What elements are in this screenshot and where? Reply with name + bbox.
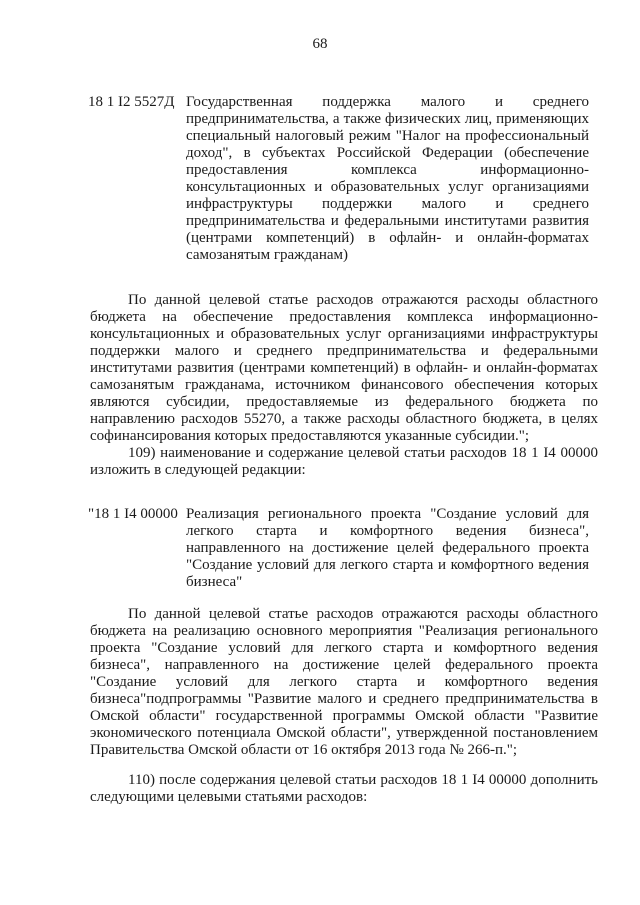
paragraph-text: По данной целевой статье расходов отражаются расходы областного бюджета на реализацию основного мероприятия "Реализация регионального проекта "Создание условий для легкого старта и комфортного ведения бизнеса", направленного на достижение целей федерального проекта "Создание условий для легкого старта и комфортного ведения бизнеса"подпрограммы "Развитие малого и среднего предпринимательства в Омской области" государственной программы Омской области "Развитие экономического потенциала Омской области", утвержденной постановлением Правительства Омской области от 16 октября 2013 года № 266-п."; <box>90 606 598 758</box>
paragraph-text: 110) после содержания целевой статьи расходов 18 1 I4 00000 дополнить следующими целевыми статьями расходов: <box>90 772 598 805</box>
paragraph-text: 109) наименование и содержание целевой статьи расходов 18 1 I4 00000 изложить в следующей редакции: <box>90 445 598 478</box>
paragraph-text: По данной целевой статье расходов отражаются расходы областного бюджета на обеспечение предоставления комплекса информационно-консультационных и образовательных услуг организациями инфраструктуры поддержки малого и среднего предпринимательства и федеральными институтами развития (центрами компетенций) в офлайн- и онлайн-форматах самозанятым гражданама, источником финансового обеспечения которых являются субсидии, предоставляемые из федерального бюджета по направлению расходов 55270, а также расходы областного бюджета, в целях софинансирования которых предоставляются указанные субсидии."; <box>90 292 598 444</box>
entry-description: Государственная поддержка малого и среднего предпринимательства, а также физических лиц, применяющих специальный налоговый режим "Налог на профессиональный доход", в субъектах Российской Федерации (обеспечение предоставления комплекса информационно-консультационных и образовательных услуг организациями инфраструктуры поддержки малого и среднего предпринимательства и федеральными институтами развития (центрами компетенций) в офлайн- и онлайн-форматах самозанятым гражданам) <box>186 94 589 263</box>
entry-code: "18 1 I4 00000 <box>88 506 178 522</box>
page-number: 68 <box>312 36 328 52</box>
paragraph-1 <box>90 292 598 445</box>
entry-code: 18 1 I2 5527Д <box>88 94 175 110</box>
paragraph-3 <box>90 606 598 759</box>
paragraph-2 <box>90 445 598 479</box>
paragraph-4 <box>90 772 598 806</box>
entry-description: Реализация регионального проекта "Создание условий для легкого старта и комфортного ведения бизнеса", направленного на достижение целей федерального проекта "Создание условий для легкого старта и комфортного ведения бизнеса" <box>186 506 589 590</box>
